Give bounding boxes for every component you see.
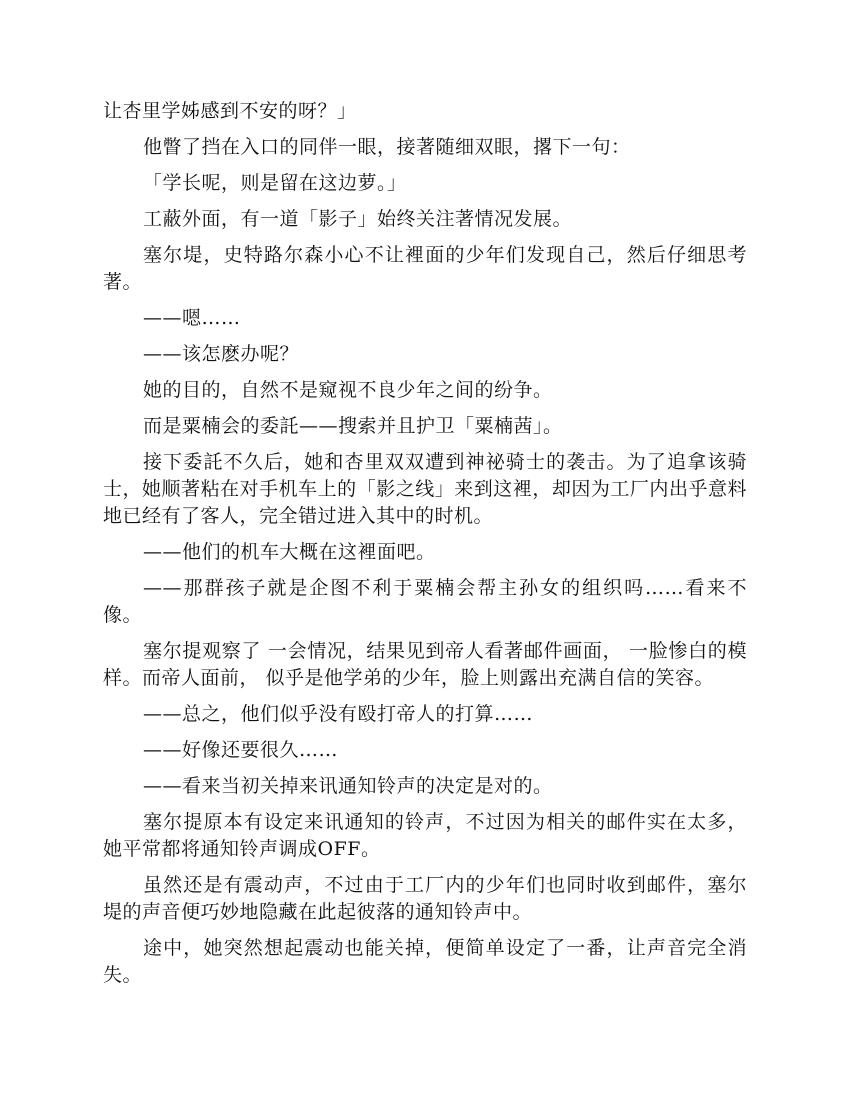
paragraph: 而是粟楠会的委託——搜索并且护卫「粟楠茜」。 — [143, 415, 563, 437]
paragraph: ——该怎麽办呢？ — [143, 343, 300, 365]
paragraph: 塞尔提观察了 一会情况，结果见到帝人看著邮件画面， 一脸惨白的模样。而帝人面前， 似乎是他学弟的少年，脸上则露出充满自信的笑容。 — [103, 640, 747, 689]
paragraph: 途中，她突然想起震动也能关掉，便简单设定了一番，让声音完全消失。 — [103, 937, 747, 986]
paragraph: 他瞥了挡在入口的同伴一眼，接著随细双眼，撂下一句： — [143, 136, 631, 158]
paragraph: ——总之，他们似乎没有殴打帝人的打算…… — [143, 703, 534, 725]
document-page — [103, 98, 747, 998]
paragraph: 工蔽外面，有一道「影子」始终关注著情况发展。 — [143, 208, 573, 230]
paragraph: 塞尔提原本有设定来讯通知的铃声，不过因为相关的邮件实在太多，她平常都将通知铃声调成OFF。 — [103, 811, 747, 860]
paragraph: ——好像还要很久…… — [143, 739, 339, 761]
paragraph: 虽然还是有震动声，不过由于工厂内的少年们也同时收到邮件，塞尔堤的声音便巧妙地隐藏在此起彼落的通知铃声中。 — [103, 874, 747, 923]
paragraph: 塞尔堤，史特路尔森小心不让裡面的少年们发现自己，然后仔细思考著。 — [103, 244, 747, 293]
paragraph: 她的目的，自然不是窥视不良少年之间的纷争。 — [143, 379, 553, 401]
paragraph: 「学长呢，则是留在这边萝。」 — [143, 172, 407, 194]
paragraph: 让杏里学姊感到不安的呀？」 — [103, 100, 357, 122]
paragraph: 接下委託不久后，她和杏里双双遭到神祕骑士的袭击。为了追拿该骑士，她顺著粘在对手机车上的「影之线」来到这裡，却因为工厂内出乎意料地已经有了客人，完全错过进入其中的时机。 — [103, 451, 747, 527]
paragraph: ——看来当初关掉来讯通知铃声的决定是对的。 — [143, 775, 553, 797]
paragraph: ——他们的机车大概在这裡面吧。 — [143, 541, 436, 563]
paragraph: ——嗯…… — [143, 307, 241, 329]
paragraph: ——那群孩子就是企图不利于粟楠会帮主孙女的组织吗……看来不像。 — [103, 577, 747, 626]
